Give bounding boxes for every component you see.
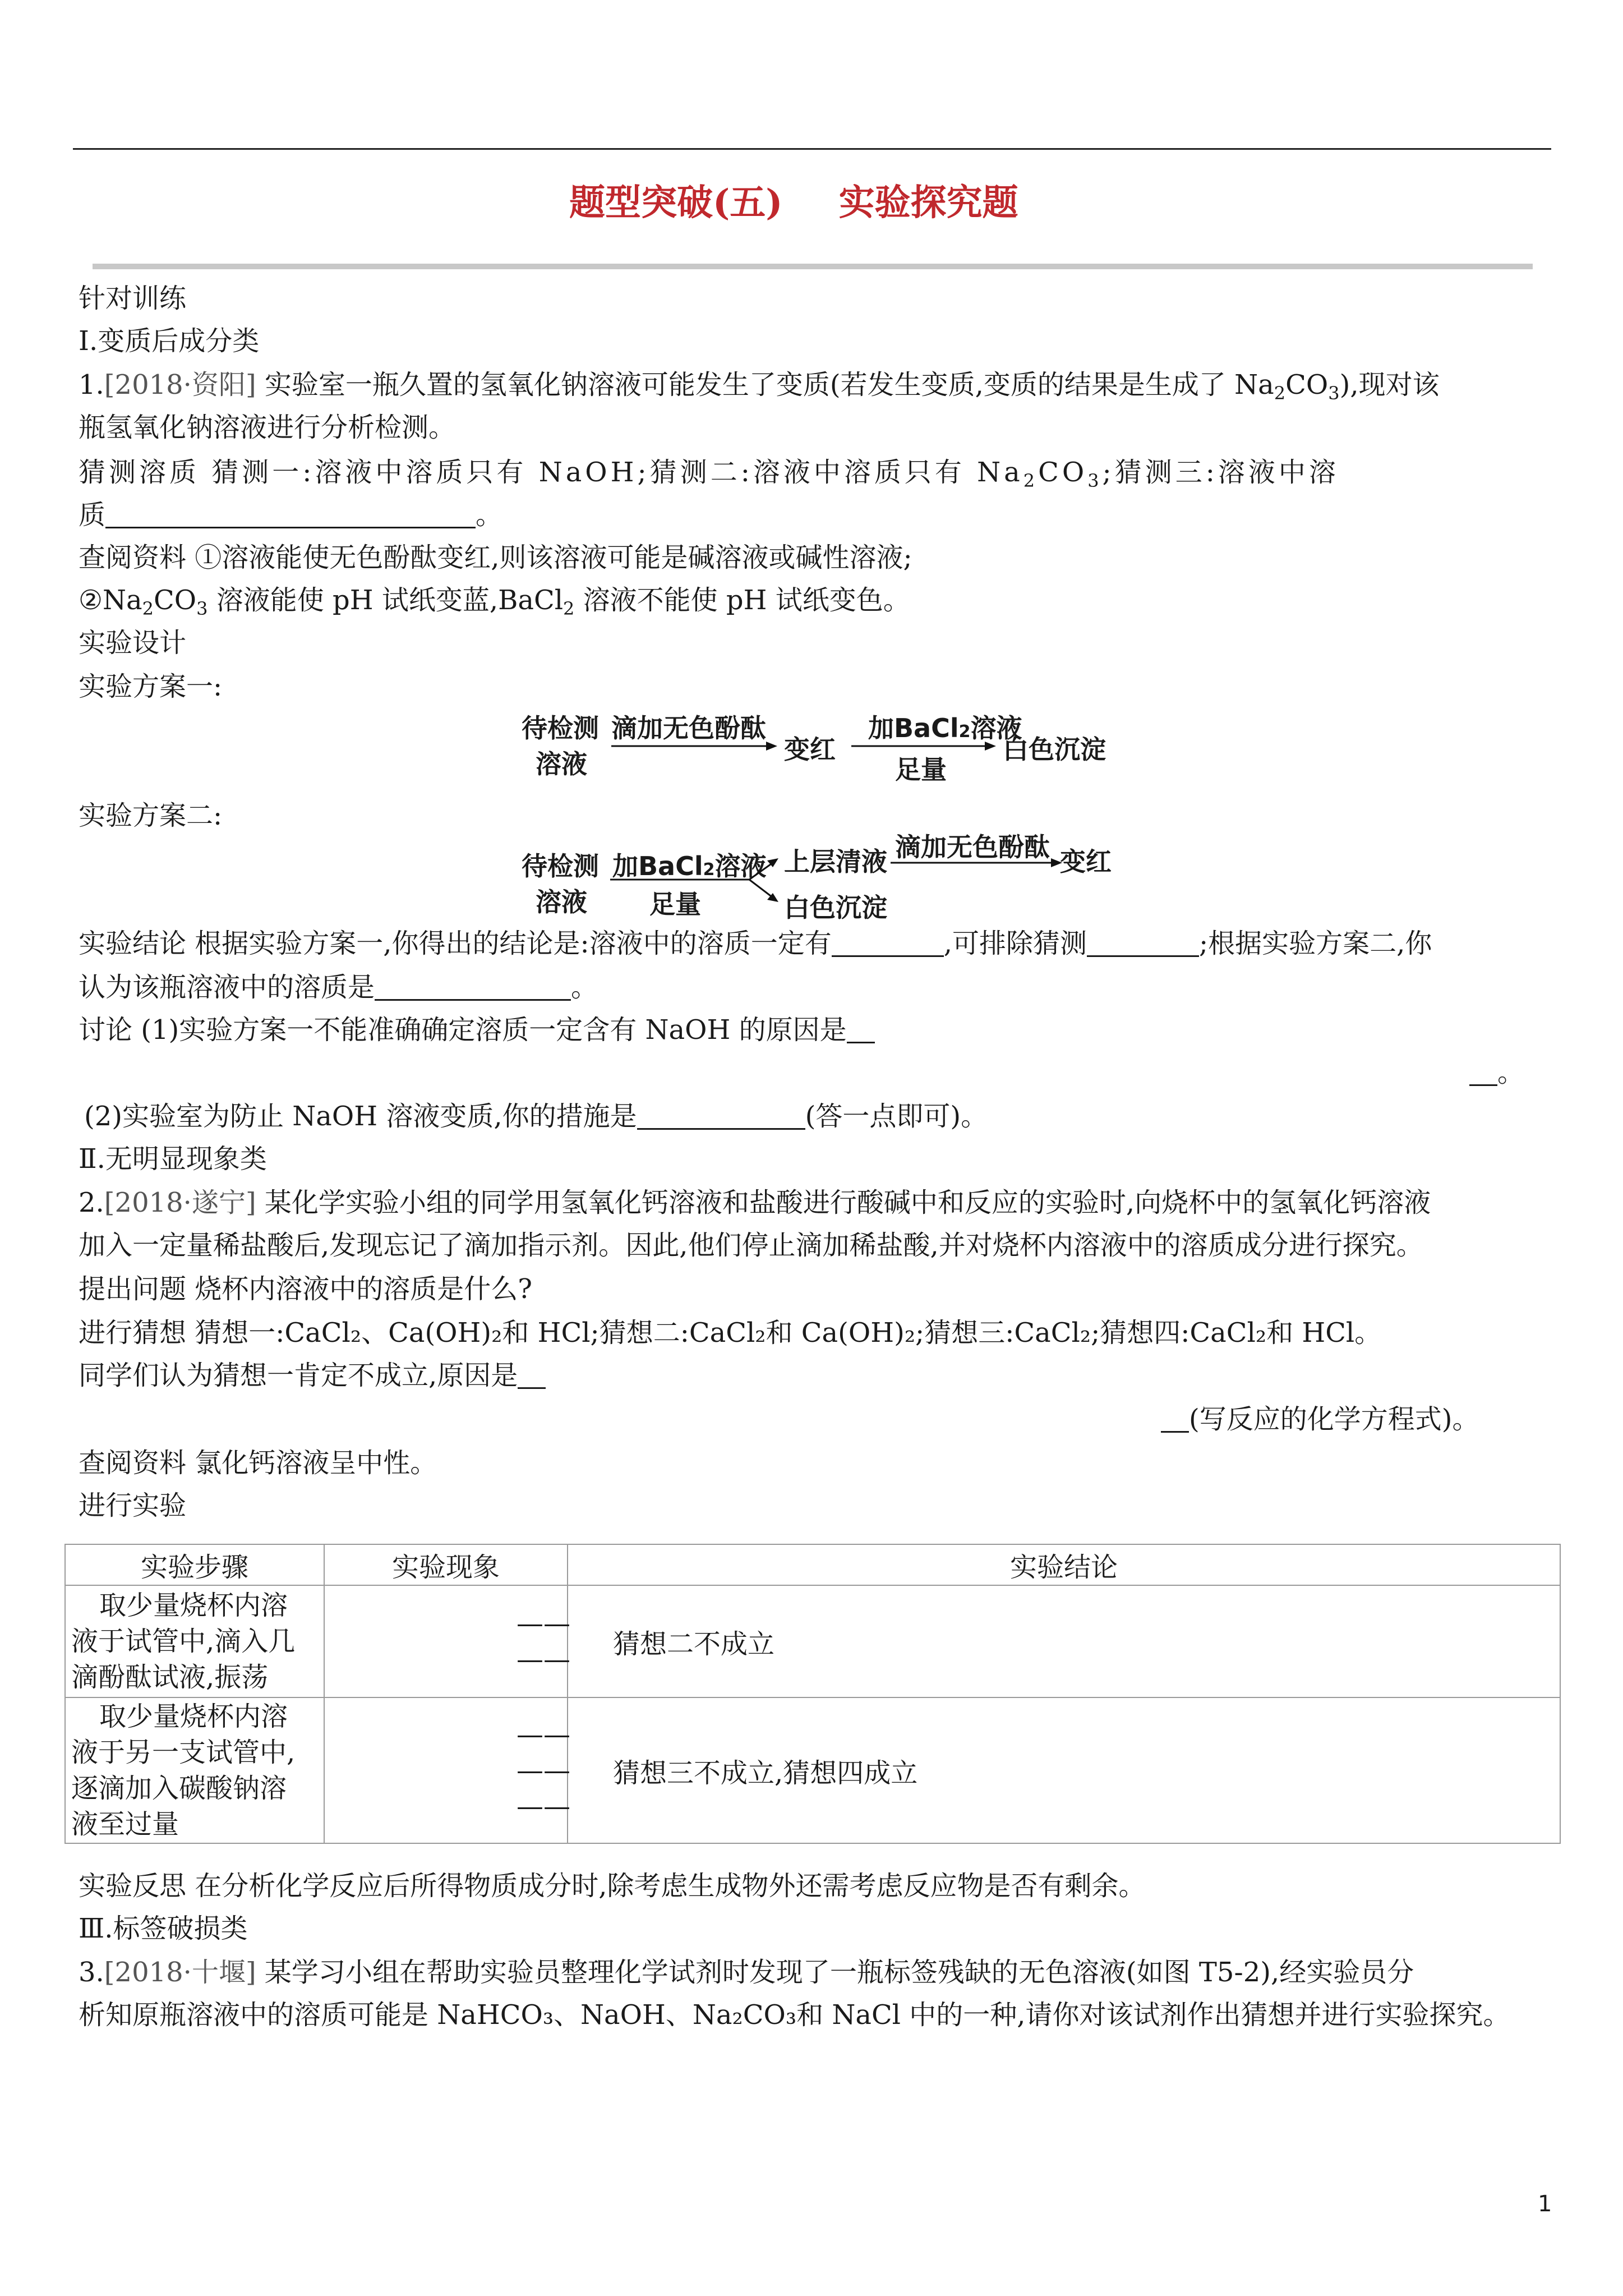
q3-stem-line2: 析知原瓶溶液中的溶质可能是 NaHCO₃、NaOH、Na₂CO₃和 NaCl 中的一种,请你对该试剂作出猜想并进行实验探究。: [79, 1999, 1510, 2031]
q1-info2: [79, 580, 910, 629]
q2-reason-end: [1161, 1399, 1479, 1439]
answer-blank[interactable]: [518, 1365, 546, 1389]
q1-guess-zhi: 质: [79, 499, 106, 531]
table-row: [65, 1585, 1560, 1697]
table-cell-phenomenon: [324, 1585, 568, 1697]
flow2-result: 变红: [1060, 846, 1112, 877]
t: 认为该瓶溶液中的溶质是: [79, 972, 375, 1003]
t: 溶液: [714, 851, 767, 881]
table-cell-conclusion: 猜想三不成立,猜想四成立: [568, 1697, 1560, 1843]
answer-blank[interactable]: [375, 977, 571, 1001]
t: 同学们认为猜想一肯定不成立,原因是: [79, 1360, 518, 1391]
page-title: [569, 174, 1018, 226]
flow1-arrow2-bottom: 足量: [895, 754, 947, 785]
q2-reflect: 实验反思 在分析化学反应后所得物质成分时,除考虑生成物外还需考虑反应物是否有剩余。: [79, 1870, 1146, 1902]
q1-info1: 查阅资料 ①溶液能使无色酚酞变红,则该溶液可能是碱溶液或碱性溶液;: [79, 542, 912, 573]
flow2-arrow2: [889, 856, 1063, 869]
answer-blank[interactable]: [1161, 1409, 1189, 1433]
q1-design: 实验设计: [79, 627, 187, 659]
q1-plan1: 实验方案一:: [79, 671, 223, 702]
q1-guess-text: 猜测溶质 猜测一:溶液中溶质只有 NaOH;猜测二:溶液中溶质只有 Na: [79, 457, 1023, 488]
q1-guess-line2: [79, 495, 502, 535]
period: 。: [476, 499, 503, 531]
part2-heading: Ⅱ.无明显现象类: [79, 1143, 267, 1175]
q1-plan2: 实验方案二:: [79, 800, 223, 831]
q1-stem-a2: CO: [1285, 369, 1329, 401]
sub: 3: [1087, 470, 1103, 491]
period: 。: [1497, 1057, 1525, 1088]
table-header-row: [65, 1544, 1560, 1585]
flow2-arrow1-bottom: 足量: [649, 889, 701, 919]
q2-stem-line1: [79, 1182, 1431, 1223]
flow1-sample-b: 溶液: [536, 749, 587, 779]
sub: 2: [563, 598, 575, 619]
q1-discussion1-end: [1469, 1052, 1524, 1093]
q2-info: 查阅资料 氯化钙溶液呈中性。: [79, 1447, 437, 1479]
table-header: 实验现象: [324, 1544, 568, 1585]
title-underbar: [93, 264, 1533, 269]
sub: 2: [1274, 383, 1286, 404]
q3-number: 3.: [79, 1957, 104, 1988]
flow2-branch-bottom: 白色沉淀: [784, 892, 887, 923]
answer-blank[interactable]: [1087, 933, 1199, 957]
top-rule: [73, 148, 1551, 150]
q1-guess-line: [79, 452, 1339, 501]
t: (答一点即可)。: [805, 1101, 988, 1132]
q2-question: 提出问题 烧杯内溶液中的溶质是什么?: [79, 1273, 532, 1305]
q2-stem-line2: 加入一定量稀盐酸后,发现忘记了滴加指示剂。因此,他们停止滴加稀盐酸,并对烧杯内溶液中的溶质成分进行探究。: [79, 1230, 1423, 1261]
q1-stem-a3: ),现对该: [1339, 369, 1440, 401]
sub: 2: [142, 598, 154, 619]
t: CO: [154, 585, 197, 616]
answer-blank[interactable]: [105, 504, 476, 528]
q2-number: 2.: [79, 1187, 104, 1218]
q1-discussion2: [84, 1096, 988, 1137]
flow1-sample-a: 待检测: [522, 713, 599, 743]
q1-conclusion-line2: [79, 967, 598, 1007]
table-cell-phenomenon: [324, 1697, 568, 1843]
q2-reason: [79, 1355, 546, 1396]
part1-heading: Ⅰ.变质后成分类: [79, 325, 260, 357]
flow1-result2: 白色沉淀: [1003, 734, 1106, 765]
sub: 3: [196, 598, 208, 619]
flow2-sample-a: 待检测: [522, 851, 599, 881]
flow2-sample-b: 溶液: [536, 887, 587, 917]
q1-guess-mid: CO: [1038, 457, 1088, 488]
table-cell-step: [65, 1697, 324, 1843]
q1-conclusion-line1: [79, 923, 1432, 964]
table-cell-step: [65, 1585, 324, 1697]
t: 取少量烧杯内溶液于试管中,滴入几滴酚酞试液,振荡: [71, 1590, 296, 1693]
q3-source: [2018·十堰]: [104, 1957, 256, 1988]
table-header: 实验结论: [568, 1544, 1560, 1585]
answer-blank[interactable]: [847, 1019, 875, 1043]
flow1-arrow1-label: 滴加无色酚酞: [611, 713, 766, 743]
t: 溶液不能使 pH 试纸变色。: [574, 585, 910, 616]
t: ②Na: [79, 585, 142, 616]
title-left: 题型突破(五): [569, 182, 783, 224]
t: 取少量烧杯内溶液于另一支试管中,逐滴加入碳酸钠溶液至过量: [71, 1701, 296, 1840]
flow2-arrow2-label: 滴加无色酚酞: [895, 832, 1050, 862]
q1-guess-end: ;猜测三:溶液中溶: [1102, 457, 1339, 488]
q3-stem-line1: [79, 1952, 1414, 1993]
table-row: [65, 1697, 1560, 1843]
table-header: 实验步骤: [65, 1544, 324, 1585]
sub: 3: [1328, 383, 1340, 404]
q2-source: [2018·遂宁]: [104, 1187, 256, 1218]
t: 实验结论 根据实验方案一,你得出的结论是:溶液中的溶质一定有: [79, 928, 832, 959]
sub: 2: [1023, 470, 1039, 491]
experiment-table: [64, 1544, 1561, 1844]
sub: 2: [703, 860, 715, 880]
section-intro: 针对训练: [79, 283, 187, 314]
page-number: 1: [1538, 2191, 1552, 2217]
title-right: 实验探究题: [838, 182, 1018, 224]
q1-number: 1.: [79, 369, 104, 401]
part3-heading: Ⅲ.标签破损类: [79, 1913, 248, 1944]
q1-discussion1: [79, 1010, 875, 1050]
t: 加BaCl: [868, 713, 959, 743]
answer-blank[interactable]: [637, 1106, 805, 1130]
t: 某学习小组在帮助实验员整理化学试剂时发现了一瓶标签残缺的无色溶液(如图 T5-2),经实验员分: [256, 1957, 1414, 1988]
q2-do: 进行实验: [79, 1490, 187, 1521]
t: 溶液能使 pH 试纸变蓝,BaCl: [208, 585, 564, 616]
t: 加BaCl: [612, 851, 703, 881]
t: 某化学实验小组的同学用氢氧化钙溶液和盐酸进行酸碱中和反应的实验时,向烧杯中的氢氧化钙溶液: [256, 1187, 1431, 1218]
t: ;根据实验方案二,你: [1198, 928, 1432, 959]
answer-blank[interactable]: [832, 933, 944, 957]
answer-blank[interactable]: —— ——: [517, 1608, 570, 1675]
sub: 2: [958, 722, 971, 742]
q1-stem-line1: [79, 365, 1440, 413]
answer-blank[interactable]: [1469, 1062, 1497, 1086]
t: ,可排除猜测: [943, 928, 1087, 959]
q2-guess: 进行猜想 猜想一:CaCl₂、Ca(OH)₂和 HCl;猜想二:CaCl₂和 Ca(OH)₂;猜想三:CaCl₂;猜想四:CaCl₂和 HCl。: [79, 1317, 1382, 1349]
t: 溶液: [970, 713, 1022, 743]
table-cell-conclusion: 猜想二不成立: [568, 1585, 1560, 1697]
t: (2)实验室为防止 NaOH 溶液变质,你的措施是: [84, 1101, 637, 1132]
t: 讨论 (1)实验方案一不能准确确定溶质一定含有 NaOH 的原因是: [79, 1014, 847, 1046]
q1-stem-line2: 瓶氢氧化钠溶液进行分析检测。: [79, 412, 456, 443]
flow1-result1: 变红: [784, 734, 836, 765]
q1-source: [2018·资阳]: [104, 369, 256, 401]
flow1-arrow1: [610, 739, 778, 753]
t: 。: [571, 972, 598, 1003]
flow2-branch-top: 上层清液: [784, 846, 887, 877]
t: (写反应的化学方程式)。: [1189, 1404, 1479, 1435]
answer-blank[interactable]: —— —— ——: [517, 1719, 570, 1822]
q1-stem-a: 实验室一瓶久置的氢氧化钠溶液可能发生了变质(若发生变质,变质的结果是生成了 Na: [256, 369, 1274, 401]
